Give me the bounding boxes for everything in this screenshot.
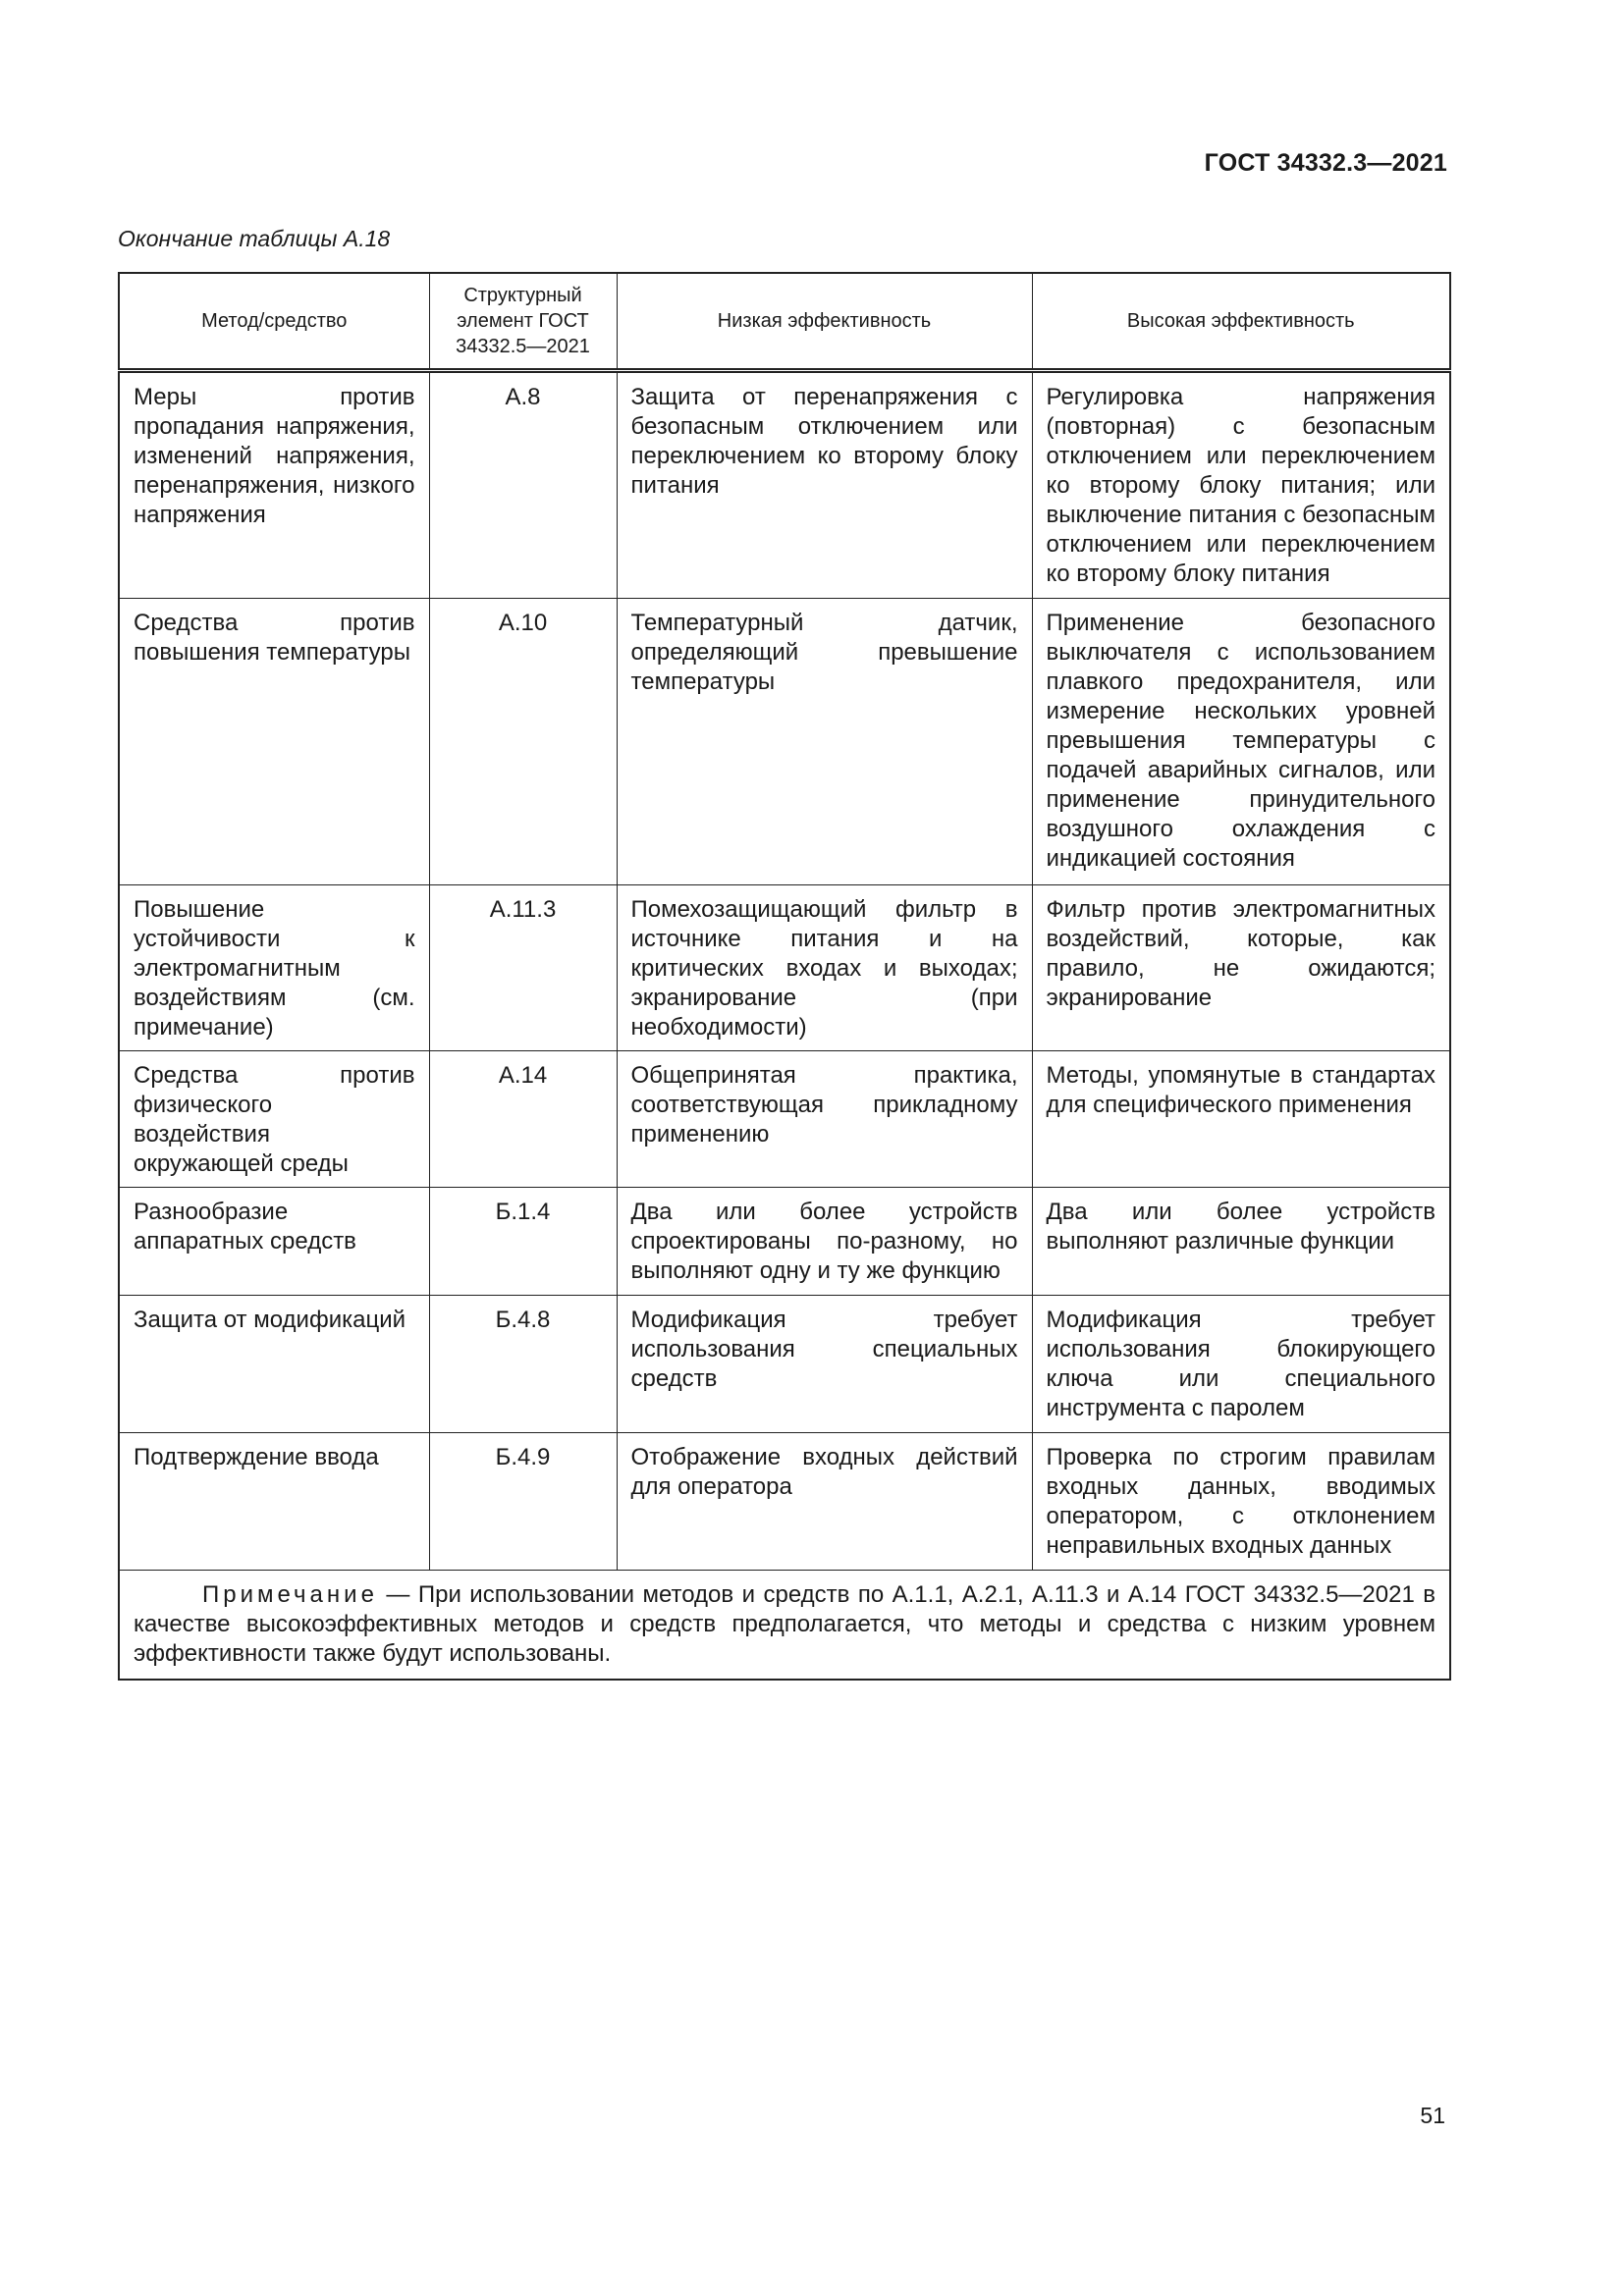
cell-element: А.14 [429, 1051, 617, 1188]
note-text: — При использовании методов и средств по А.1.1, А.2.1, А.11.3 и А.14 ГОСТ 34332.5—2021 в качестве высокоэффективных методов и средств предполагается, что методы и средства с низким уровнем эффективности также будут использованы. [134, 1581, 1436, 1667]
table-note-row [119, 1571, 1450, 1681]
cell-high: Проверка по строгим правилам входных данных, вводимых оператором, с отклонением неправильных входных данных [1032, 1433, 1450, 1571]
table-row [119, 1188, 1450, 1296]
page-number: 51 [1420, 2103, 1445, 2128]
cell-low: Общепринятая практика, соответствующая прикладному применению [617, 1051, 1032, 1188]
table-row [119, 885, 1450, 1051]
table-row [119, 599, 1450, 885]
note-label: Примечание [202, 1581, 378, 1608]
table-row [119, 1296, 1450, 1433]
document-code: ГОСТ 34332.3—2021 [1204, 149, 1447, 177]
cell-element: А.8 [429, 371, 617, 599]
column-header-element: Структурный элемент ГОСТ 34332.5—2021 [429, 273, 617, 371]
cell-high: Методы, упомянутые в стандартах для специфического применения [1032, 1051, 1450, 1188]
cell-high: Регулировка напряжения (повторная) с безопасным отключением или переключением ко второму блоку питания; или выключение питания с безопасным отключением или переключением ко второму блоку питания [1032, 371, 1450, 599]
cell-element: А.11.3 [429, 885, 617, 1051]
cell-low: Помехозащищающий фильтр в источнике питания и на критических входах и выходах; экранирование (при необходимости) [617, 885, 1032, 1051]
cell-high: Модификация требует использования блокирующего ключа или специального инструмента с паролем [1032, 1296, 1450, 1433]
table-header-row [119, 273, 1450, 371]
cell-method: Подтверждение ввода [119, 1433, 429, 1571]
cell-high: Фильтр против электромагнитных воздействий, которые, как правило, не ожидаются; экранирование [1032, 885, 1450, 1051]
cell-element: А.10 [429, 599, 617, 885]
cell-low: Отображение входных действий для оператора [617, 1433, 1032, 1571]
cell-element: Б.1.4 [429, 1188, 617, 1296]
column-header-low: Низкая эффективность [617, 273, 1032, 371]
table-row [119, 371, 1450, 599]
cell-method: Средства против повышения температуры [119, 599, 429, 885]
table-caption: Окончание таблицы А.18 [118, 226, 391, 251]
requirements-table [118, 272, 1451, 1681]
cell-low: Защита от перенапряжения с безопасным отключением или переключением ко второму блоку питания [617, 371, 1032, 599]
cell-low: Модификация требует использования специальных средств [617, 1296, 1032, 1433]
table-row [119, 1051, 1450, 1188]
cell-low: Температурный датчик, определяющий превышение температуры [617, 599, 1032, 885]
cell-method: Разнообразие аппаратных средств [119, 1188, 429, 1296]
cell-low: Два или более устройств спроектированы по-разному, но выполняют одну и ту же функцию [617, 1188, 1032, 1296]
cell-method: Повышение устойчивости к электромагнитным воздействиям (см. примечание) [119, 885, 429, 1051]
cell-element: Б.4.9 [429, 1433, 617, 1571]
table-note [119, 1571, 1450, 1681]
cell-method: Защита от модификаций [119, 1296, 429, 1433]
cell-method: Средства против физического воздействия окружающей среды [119, 1051, 429, 1188]
cell-high: Два или более устройств выполняют различные функции [1032, 1188, 1450, 1296]
cell-element: Б.4.8 [429, 1296, 617, 1433]
cell-high: Применение безопасного выключателя с использованием плавкого предохранителя, или измерение нескольких уровней превышения температуры с подачей аварийных сигналов, или применение принудительного воздушного охлаждения с индикацией состояния [1032, 599, 1450, 885]
column-header-method: Метод/средство [119, 273, 429, 371]
column-header-high: Высокая эффективность [1032, 273, 1450, 371]
cell-method: Меры против пропадания напряжения, изменений напряжения, перенапряжения, низкого напряжения [119, 371, 429, 599]
table-row [119, 1433, 1450, 1571]
